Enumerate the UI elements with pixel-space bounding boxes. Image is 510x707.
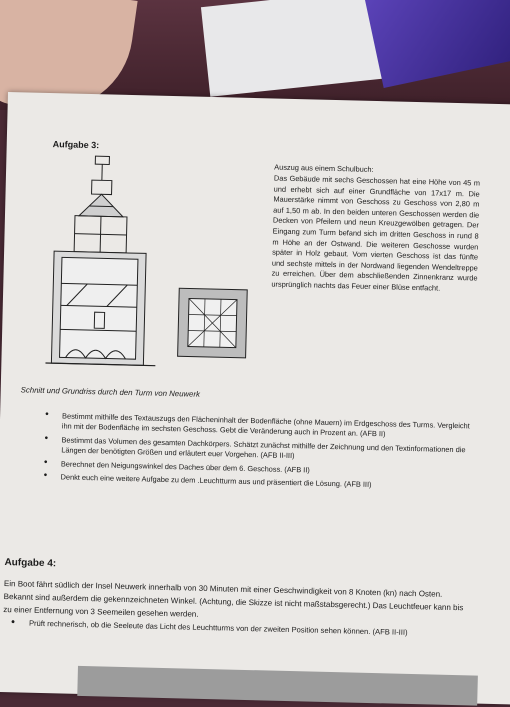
excerpt-text: Das Gebäude mit sechs Geschossen hat eine Höhe von 45 m und erhebt sich auf einer Grundfläche von 17x17 m. Die Mauerstärke nimmt von Geschoss zu Geschoss von 2,80 m auf 1,50 m ab. In den beiden unteren Geschossen werden die Decken von Pfeilern und neun Kreuzgewölben getragen. Der Eingang zum Turm befand sich im dritten Geschoss in rund 8 m Höhe an der Ostwand. Die weiteren Geschosse wurden später in Holz gebaut. Vom vierten Geschoss ist das fünfte und sechste mittels in der Nordwand liegenden Wendeltreppe zu erreichen. Über dem abschließenden Zinnenkranz wurde ursprünglich nachts das Feuer einer Blüse entfacht. [271,174,480,296]
task-item: • Bestimmt mithilfe des Textauszugs den Flächeninhalt der Bodenfläche (ohne Mauern) im Erdgeschoss des Turms. Vergleicht ihn mit der Bodenfläche im sechsten Geschoss. Gebt die Veränderung auch in Prozent an. (AFB II) [42,411,472,442]
worksheet-content [7,92,502,704]
tower-section-drawing [45,153,170,371]
aufgabe4-task: • Prüft rechnerisch, ob die Seeleute das Licht des Leuchtturms von der zweiten Position sehen können. (AFB II-III) [7,617,489,641]
task-item: • Bestimmt das Volumen des gesamten Dachkörpers. Schätzt zunächst mithilfe der Zeichnung und den Textinformationen die Längen der benötigten Größen und erläutert euer Vorgehen. (AFB II-III) [41,435,471,466]
aufgabe3-title: Aufgabe 3: [53,139,100,150]
sketch-edge [77,666,478,706]
excerpt-title: Auszug aus einem Schulbuch: [274,163,374,174]
task-item: • Berechnet den Neigungswinkel des Daches über dem 6. Geschoss. (AFB II) [41,459,471,480]
task-item: • Denkt euch eine weitere Aufgabe zu dem .Leuchtturm aus und präsentiert die Lösung. (AFB III) [40,472,470,493]
worksheet-page [0,92,510,705]
aufgabe4-text: Ein Boot fährt südlich der Insel Neuwerk innerhalb von 30 Minuten mit einer Geschwindigkeit von 8 Knoten (kn) nach Osten. Bekannt sind außerdem die gekennzeichneten Winkel. (Achtung, die Skizze ist nicht maßstabsgerecht.) Das Leuchtfeuer kann bis zu einer Entfernung von 3 Seemeilen gesehen werden. [3,577,464,627]
aufgabe3-task-list [40,411,472,496]
figure-caption: Schnitt und Grundriss durch den Turm von Neuwerk [21,385,200,398]
aufgabe4-title: Aufgabe 4: [4,557,56,569]
tower-floor-plan [171,282,253,364]
